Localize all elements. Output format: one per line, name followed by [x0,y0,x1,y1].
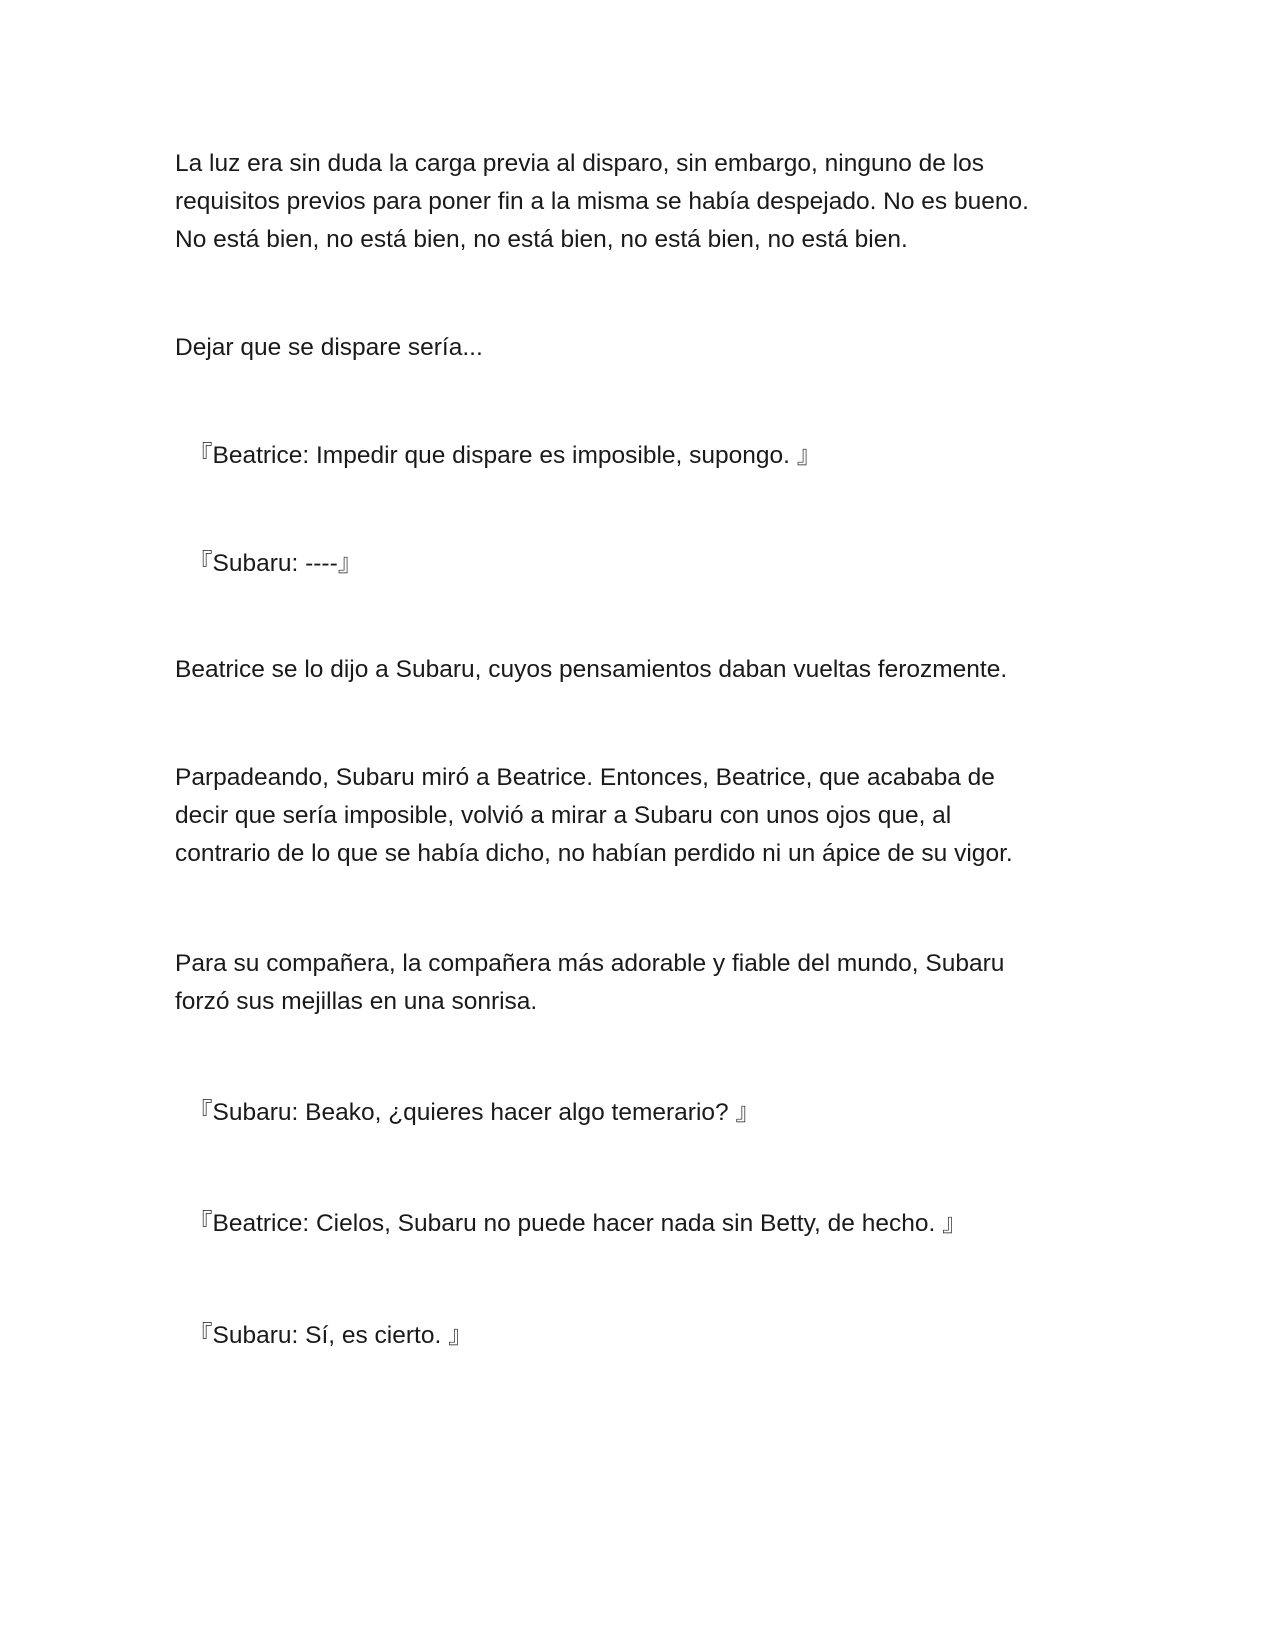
text-line: contrario de lo que se había dicho, no habían perdido ni un ápice de su vigor. [175,840,1013,867]
paragraph-narration [175,329,1095,367]
dialogue-line [188,1317,1108,1355]
dialogue-line [188,545,1108,583]
paragraph-narration [175,945,1095,1021]
text-line: Dejar que se dispare sería... [175,334,483,361]
text-line: Beatrice se lo dijo a Subaru, cuyos pensamientos daban vueltas ferozmente. [175,656,1008,683]
text-line: 『Beatrice: Impedir que dispare es imposible, supongo. 』 [188,442,822,469]
paragraph-narration [175,145,1095,259]
text-line: decir que sería imposible, volvió a mirar a Subaru con unos ojos que, al [175,802,952,829]
text-line: 『Beatrice: Cielos, Subaru no puede hacer nada sin Betty, de hecho. 』 [188,1210,967,1237]
text-line: forzó sus mejillas en una sonrisa. [175,988,538,1015]
paragraph-narration [175,759,1095,873]
text-line: 『Subaru: ----』 [188,550,363,577]
text-line: No está bien, no está bien, no está bien, no está bien, no está bien. [175,226,908,253]
text-line: La luz era sin duda la carga previa al disparo, sin embargo, ninguno de los [175,150,985,177]
text-line: Parpadeando, Subaru miró a Beatrice. Entonces, Beatrice, que acababa de [175,764,995,791]
text-line: 『Subaru: Beako, ¿quieres hacer algo temerario? 』 [188,1099,760,1126]
paragraph-narration [175,651,1095,689]
dialogue-line [188,1094,1108,1132]
dialogue-line [188,1205,1108,1243]
text-line: 『Subaru: Sí, es cierto. 』 [188,1322,473,1349]
text-line: requisitos previos para poner fin a la misma se había despejado. No es bueno. [175,188,1029,215]
dialogue-line [188,437,1108,475]
text-line: Para su compañera, la compañera más adorable y fiable del mundo, Subaru [175,950,1005,977]
